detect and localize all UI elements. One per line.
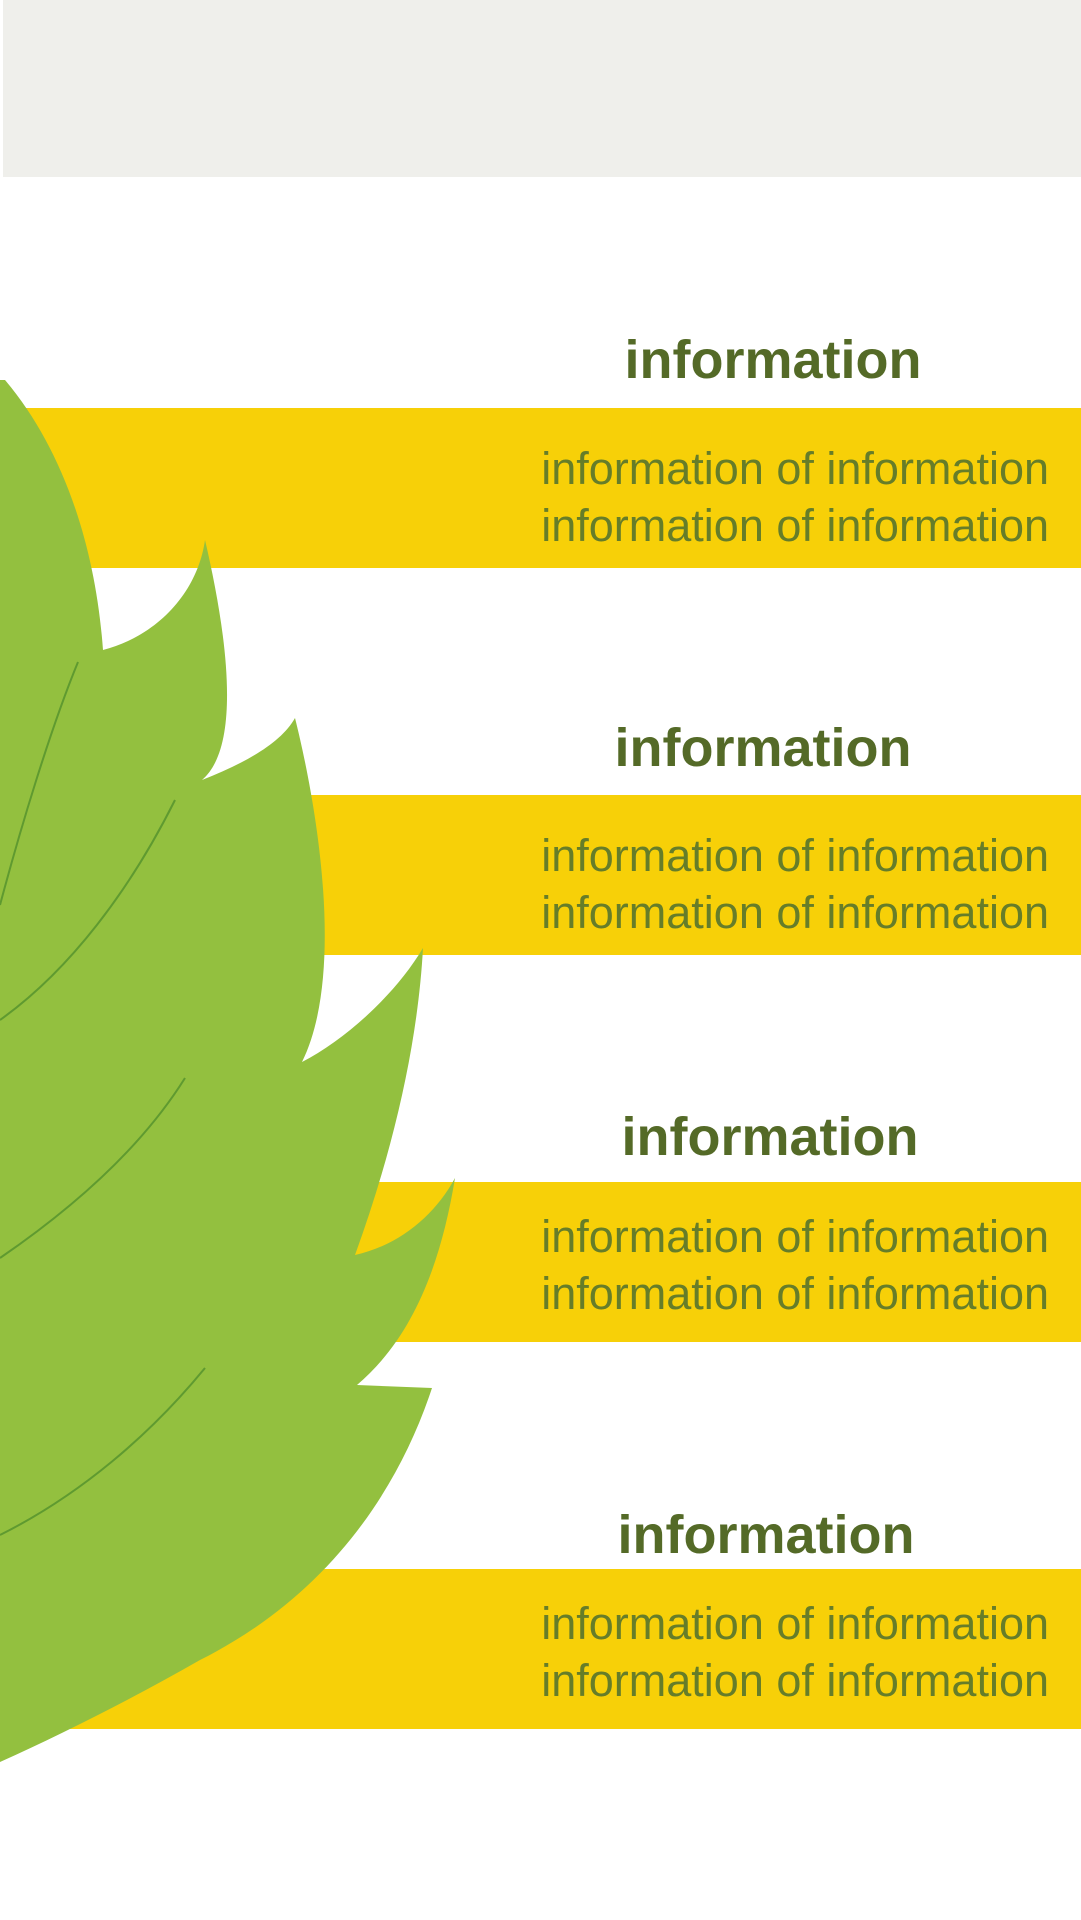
section-text-line: information of information: [541, 1598, 1049, 1649]
section-text: [409, 440, 1049, 554]
section-text-line: information of information: [541, 1211, 1049, 1262]
leaf-shape: [0, 380, 455, 1762]
section-title: information: [624, 330, 922, 390]
section-text-line: information of information: [541, 1268, 1049, 1319]
section-text-line: information of information: [541, 887, 1049, 938]
section-text-line: information of information: [541, 830, 1049, 881]
section-text: [409, 1595, 1049, 1709]
section-text-line: information of information: [541, 443, 1049, 494]
section-text: [409, 827, 1049, 941]
leaf-vein: [0, 1368, 205, 1535]
section-text-line: information of information: [541, 1655, 1049, 1706]
top-banner: [3, 0, 1081, 177]
section-text-line: information of information: [541, 500, 1049, 551]
section-text: [409, 1208, 1049, 1322]
section-title: information: [621, 1107, 919, 1167]
section-title: information: [614, 718, 912, 778]
section-title: information: [617, 1505, 915, 1565]
